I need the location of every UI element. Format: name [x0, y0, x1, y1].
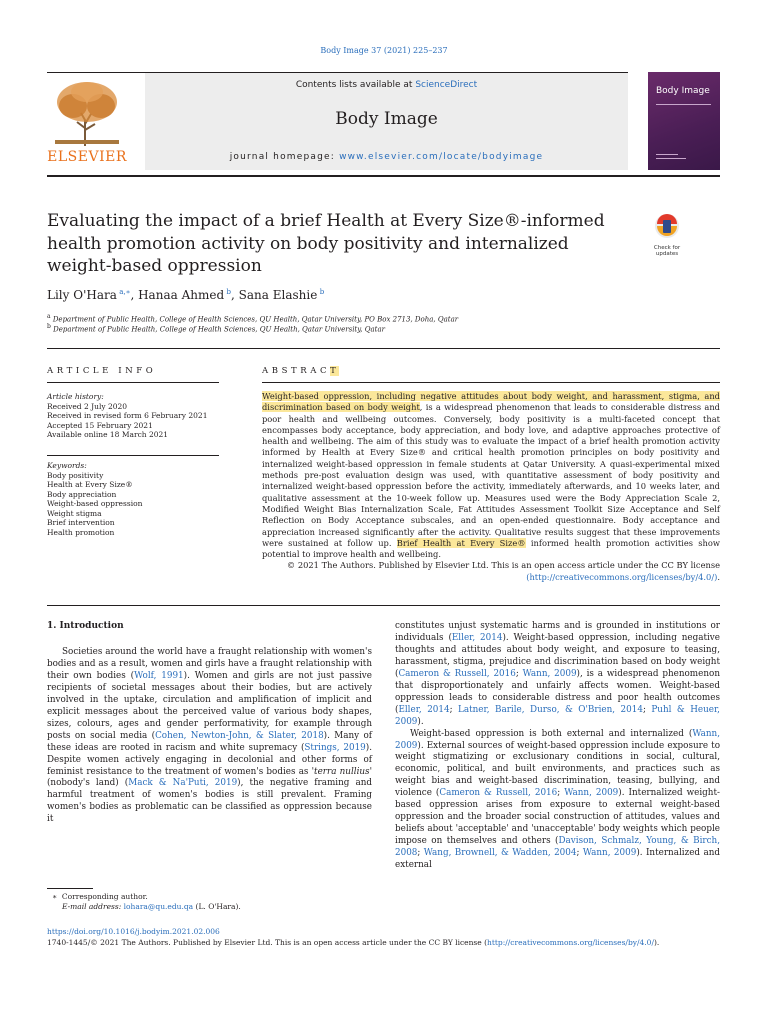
- contents-line: [145, 80, 628, 90]
- article-history: [47, 392, 227, 440]
- body-text: ). Women and girls are not just passive recipients of societal messages about their bodies, but are actively involved in the uptake, circulation and amplification of implicit and explicit messages about the perceived value of various body shapes, sizes, colours, ages and gender performativity, for example through posts on social media (: [47, 670, 372, 741]
- body-text: Societies around the world have a fraught relationship with women's bodies and as a result, women and girls have a fraught relationship with their own bodies (: [47, 647, 372, 681]
- history-item: Received 2 July 2020: [47, 401, 128, 411]
- keyword-item: Brief intervention: [47, 518, 115, 527]
- keywords-label: Keywords:: [47, 461, 87, 470]
- footer-license: [47, 938, 659, 947]
- body-text: ). Despite women actively engaging in decolonial and other forms of feminist resistance to the treatment of women's bodies as ': [47, 742, 373, 777]
- cover-line: [656, 154, 678, 155]
- email-link[interactable]: lohara@qu.edu.qa: [123, 902, 194, 911]
- citation-link[interactable]: Puhl & Heuer, 2009: [395, 704, 720, 727]
- divider: [47, 348, 720, 349]
- body-text: ). Weight-based oppression, including negative thoughts and attitudes about body weight, and exposure to teasing, harassment, stigma, prejudice and discrimination based on body weight (: [395, 632, 720, 679]
- body-text: ), is a widespread phenomenon that disproportionately and unfairly affects women. Weight-based oppression leads to considerable distress and poor health outcomes (: [395, 668, 720, 715]
- author-sup[interactable]: b: [319, 288, 325, 296]
- body-text: terra nullius: [314, 766, 370, 777]
- email-label: E-mail address:: [62, 902, 124, 911]
- citation-link[interactable]: Strings, 2019: [304, 742, 366, 753]
- footer-license-end: ).: [653, 938, 660, 947]
- footer-license-link[interactable]: http://creativecommons.org/licenses/by/4.0/: [487, 938, 654, 947]
- abstract-license: [262, 560, 720, 583]
- keyword-item: Health at Every Size®: [47, 480, 133, 489]
- history-item: Available online 18 March 2021: [47, 430, 169, 439]
- affiliation: [47, 323, 385, 333]
- cover-line: [656, 104, 711, 105]
- affiliation-label: b: [47, 323, 51, 330]
- footnote-rule: [47, 888, 93, 889]
- affiliation: [47, 313, 458, 323]
- citation-link[interactable]: Wann, 2009: [395, 728, 720, 751]
- journal-cover: [648, 72, 720, 170]
- elsevier-tree-icon: [47, 78, 127, 148]
- body-text: ).: [417, 716, 424, 727]
- body-text: ), the negative framing and harmful treatment of women's bodies is still prevalent. Framing women's bodies as problematic can be classified as oppression because it: [47, 778, 372, 825]
- license-text: © 2021 The Authors. Published by Elsevier Ltd. This is an open access article under the CC BY license: [286, 560, 720, 571]
- footer-license-text: 1740-1445/© 2021 The Authors. Published by Elsevier Ltd. This is an open access article under the CC BY license (: [47, 938, 488, 947]
- intro-column-left: [47, 647, 372, 826]
- author-sup[interactable]: a,∗: [119, 288, 131, 296]
- citation-link[interactable]: Eller, 2014: [398, 704, 450, 715]
- paragraph: [395, 729, 720, 872]
- author-sup[interactable]: b: [226, 288, 232, 296]
- keyword-item: Health promotion: [47, 527, 115, 537]
- citation-link[interactable]: Cameron & Russell, 2016: [439, 788, 558, 799]
- citation-link[interactable]: Eller, 2014: [451, 632, 503, 643]
- cover-title: Body Image: [656, 86, 710, 96]
- history-item: Accepted 15 February 2021: [47, 420, 153, 430]
- license-link[interactable]: (http://creativecommons.org/licenses/by/4.0/): [526, 571, 718, 582]
- license-end: .: [717, 571, 720, 582]
- citation-link[interactable]: Wann, 2009: [564, 788, 619, 799]
- badge-line-2: updates: [655, 251, 679, 257]
- body-text: ;: [557, 788, 565, 799]
- affiliation-text: Department of Public Health, College of Health Sciences, QU Health, Qatar University, Qatar: [53, 325, 385, 334]
- keyword-item: Body positivity: [47, 470, 104, 480]
- divider: [47, 455, 219, 456]
- check-for-updates-badge[interactable]: [648, 213, 686, 257]
- citation-link[interactable]: Wann, 2009: [522, 668, 577, 679]
- article-info-heading: ARTICLE INFO: [47, 366, 157, 376]
- keyword-item: Weight stigma: [47, 508, 102, 518]
- intro-column-right: [395, 621, 720, 872]
- abstract-heading-text: ABSTRAC: [262, 366, 331, 376]
- journal-banner: [145, 73, 628, 170]
- keywords: [47, 461, 227, 537]
- section-heading: 1. Introduction: [47, 621, 124, 631]
- paragraph: [47, 647, 372, 826]
- body-text: ;: [576, 848, 583, 859]
- homepage-link[interactable]: www.elsevier.com/locate/bodyimage: [339, 152, 544, 162]
- body-text: ;: [642, 704, 652, 715]
- author-list: Lily O'Hara $^{a,∗}$, Hanaa Ahmed $^b$, Sana Elashie $^b$: [47, 288, 325, 302]
- body-text: ). Many of these ideas are rooted in racism and white supremacy (: [47, 730, 372, 753]
- divider: [262, 382, 720, 383]
- affiliation-text: Department of Public Health, College of Health Sciences, QU Health, Qatar University, PO Box 2713, Doha, Qatar: [52, 315, 459, 324]
- citation-link[interactable]: Wolf, 1991: [134, 670, 184, 681]
- keyword-item: Weight-based oppression: [47, 499, 143, 508]
- divider: [47, 605, 720, 606]
- citation-link[interactable]: Davison, Schmalz, Young, & Birch, 2008: [395, 836, 720, 859]
- citation-link[interactable]: Latner, Barile, Durso, & O'Brien, 2014: [458, 704, 643, 715]
- body-text: ). Internalized weight-based oppression arises from exposure to external weight-based oppression and the broader social construction of attitudes, values and beliefs about 'acceptable' and 'unacceptable' body weights which people impose on themselves and others (: [395, 788, 720, 847]
- elsevier-logo: [47, 78, 127, 166]
- article-title: Evaluating the impact of a brief Health at Every Size®-informed health promotion activity on body positivity and internalized weight-based oppression: [47, 211, 605, 276]
- body-text: Weight-based oppression is both external and internalized (: [410, 728, 693, 739]
- contents-prefix: Contents lists available at: [295, 80, 416, 90]
- badge-line-1: Check for: [653, 245, 681, 251]
- citation-link[interactable]: Cohen, Newton-John, & Slater, 2018: [155, 730, 324, 741]
- keyword-item: Body appreciation: [47, 489, 117, 499]
- divider: [47, 382, 219, 383]
- body-text: ;: [449, 704, 459, 715]
- journal-citation[interactable]: Body Image 37 (2021) 225–237: [320, 46, 448, 55]
- homepage-line: [145, 152, 628, 162]
- body-text: ;: [515, 668, 523, 679]
- paragraph: [395, 621, 720, 729]
- elsevier-wordmark: ELSEVIER: [47, 149, 127, 165]
- history-item: Received in revised form 6 February 2021: [47, 411, 208, 420]
- footnote-star: ∗: [52, 892, 58, 901]
- body-text: ). Internalized and external: [395, 848, 720, 871]
- abstract-heading-highlight: T: [330, 366, 340, 376]
- abstract-highlight: Brief Health at Every Size®: [396, 537, 526, 548]
- homepage-prefix: journal homepage:: [229, 152, 340, 162]
- footnote: [52, 892, 241, 912]
- author-name: Hanaa Ahmed: [138, 288, 225, 302]
- author-name: Sana Elashie: [238, 288, 318, 302]
- citation-link[interactable]: Wann, 2009: [582, 848, 637, 859]
- body-text: constitutes unjust systematic harms and is grounded in institutions or individuals (: [395, 621, 720, 643]
- check-for-updates-icon: [648, 213, 686, 241]
- citation-link[interactable]: Cameron & Russell, 2016: [398, 668, 516, 679]
- doi-link[interactable]: https://doi.org/10.1016/j.bodyim.2021.02.006: [47, 927, 220, 936]
- cover-line: [656, 158, 686, 159]
- abstract-heading: [262, 366, 339, 376]
- citation-link[interactable]: Mack & Na'Puti, 2019: [128, 778, 238, 789]
- header-bottom-rule: [47, 175, 720, 177]
- abstract-text: , is a widespread phenomenon that leads to considerable distress and poor health and wellbeing outcomes. Conversely, body positivity is a multi-faceted concept that encompasses body acceptance, body appreciation, and body love, and adaptive approaches protective of health and wellbeing. The aim of this study was to evaluate the impact of a brief health promotion activity informed by Health at Every Size® and critical health promotion principles on body positivity and internalized weight-based oppression in female students at Qatar University. A quasi-experimental mixed methods pre-post evaluation design was used, with quantitative assessment of body positivity and internalized weight-based oppression before the activity, immediately afterwards, and 10 weeks later, and qualitative assessment at the 10-week follow up. Measures used were the Body Appreciation Scale 2, Modified Weight Bias Internalization Scale, Fat Attitudes Assessment Toolkit Size Acceptance and Self Reflection on Body Acceptance subscales, and an open-ended questionnaire. Body acceptance and appreciation increased significantly after the activity. Qualitative results suggest that these improvements were sustained at follow up.: [262, 402, 720, 548]
- body-text: ;: [417, 848, 424, 859]
- author-name: Lily O'Hara: [47, 288, 117, 302]
- body-text: ). External sources of weight-based oppression include exposure to weight stigmatizing or exclusionary conditions in social, cultural, economic, political, and built environments, and practices such as weight bias and weight-based discrimination, teasing, bullying, and violence (: [395, 740, 720, 799]
- abstract-body: [262, 391, 720, 583]
- sciencedirect-link[interactable]: ScienceDirect: [415, 80, 478, 90]
- affiliation-label: a: [47, 313, 51, 320]
- citation-link[interactable]: Wang, Brownell, & Wadden, 2004: [423, 848, 577, 859]
- body-text: ' (nobody's land) (: [47, 766, 372, 789]
- abstract-text: informed health promotion activities show potential to improve health and wellbeing.: [262, 537, 720, 560]
- journal-name: Body Image: [335, 109, 438, 129]
- history-label: Article history:: [47, 392, 104, 401]
- abstract-highlight: Weight-based oppression, including negative attitudes about body weight, and harassment, stigma, and discrimination based on body weight: [262, 391, 720, 413]
- email-suffix: (L. O'Hara).: [193, 902, 241, 911]
- footnote-corresponding: Corresponding author.: [61, 892, 148, 901]
